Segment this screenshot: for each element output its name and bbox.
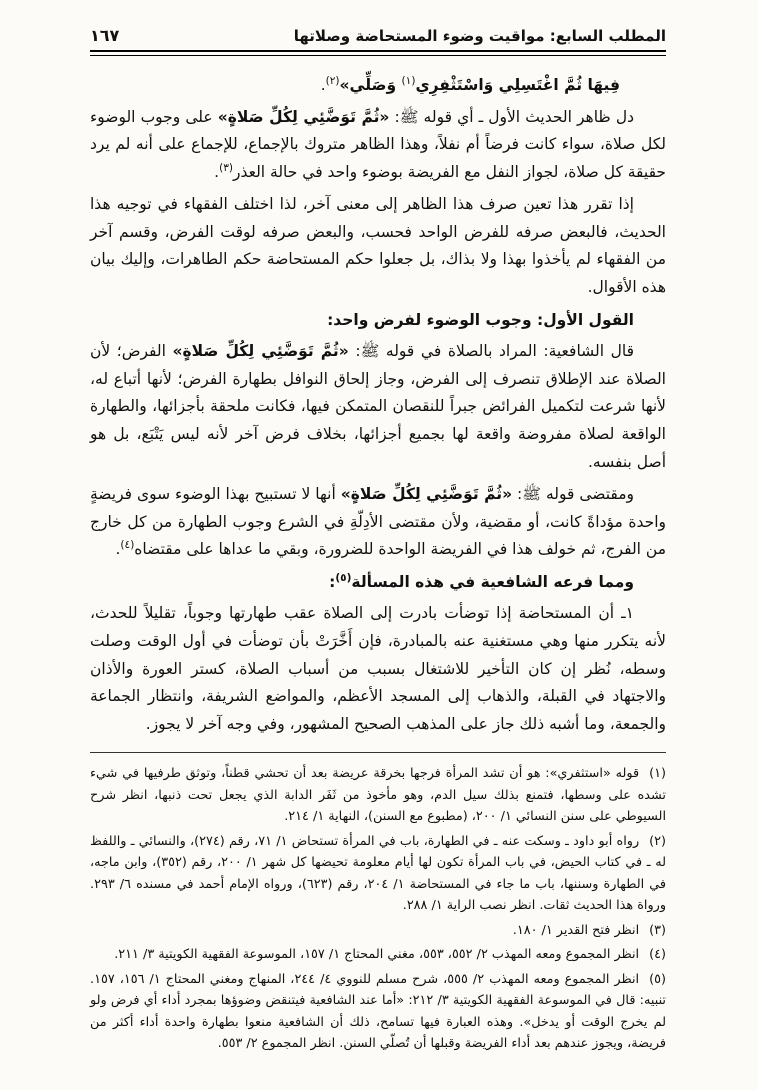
footnote [90, 969, 666, 1055]
footnote [90, 831, 666, 917]
page-number: ١٦٧ [90, 26, 120, 45]
footnote-number: (٣) [649, 922, 666, 938]
chapter-title: المطلب السابع: مواقيت وضوء المستحاضة وصلاتها [293, 27, 666, 45]
footnote-text: انظر المجموع ومعه المهذب ٢/ ٥٥٢، ٥٥٣، مغني المحتاج ١/ ١٥٧، الموسوعة الفقهية الكويتية ٣/ ٢١١. [114, 947, 640, 963]
paragraph: إذا تقرر هذا تعين صرف هذا الظاهر إلى معنى آخر، لذا اختلف الفقهاء في توجيه هذا الحديث، فالبعض صرفه للفرض الواحد فحسب، والبعض صرفه لوقت الفرض، وقسم آخر من الفقهاء لم يأخذوا بهذا ولا بذاك، بل جعلوا حكم المستحاضة حكم الطاهرات، وإليك بيان هذه الأقوال. [90, 195, 666, 297]
paragraph: دل ظاهر الحديث الأول ـ أي قوله ﷺ: «ثُمَّ تَوَضَّئِي لِكُلِّ صَلاةٍ» على وجوب الوضوء لكل صلاة، سواء كانت فرضاً أم نفلاً، وهذا الظاهر متروك بالإجماع، للإجماع على أنه لم يرد حقيقة كل صلاة، لجواز النفل مع الفريضة بوضوء واحد في حالة العذر$^{(٣)}$. [90, 107, 666, 181]
header-row [90, 26, 666, 45]
header-rule [90, 50, 666, 56]
footnote [90, 944, 666, 965]
paragraph: ١ـ أن المستحاضة إذا توضأت بادرت إلى الصلاة عقب طهارتها وجوباً، تقليلاً للحدث، لأنه يتكرر منها وهي مستغنية عنه بالمبادرة، فإن أَخَّرَتْ بأن توضأت في أول الوقت وصلت وسطه، نُظر إن كان التأخير للاشتغال بسبب من أسباب الصلاة، كستر العورة والأذان والاجتهاد في القبلة، والذهاب إلى المسجد الأعظم، والمواضع الشريفة، وانتظار الجماعة والجمعة، وما أشبه ذلك جاز على المذهب الصحيح المشهور، وفي وجه آخر لا يجوز. [90, 604, 666, 733]
section-heading-shafii-branches: ومما فرعه الشافعية في هذه المسألة$^{(٥)}$: [329, 571, 634, 591]
footnote [90, 763, 666, 827]
footnote-number: (٤) [649, 947, 666, 963]
footnote-text: رواه أبو داود ـ وسكت عنه ـ في الطهارة، باب في المرأة تستحاض ١/ ٧١، رقم (٢٧٤)، والنسائي ـ واللفظ له ـ في كتاب الحيض، في باب المرأة تكون لها أيام معلومة تحيضها كل شهر ١/ ٢٠٠، رقم (٣٥٢)، وابن ماجه، في الطهارة وسننها، باب ما جاء في المستحاضة ١/ ٢٠٤، رقم (٦٢٣)، ورواه الإمام أحمد في مسنده ٦/ ٢٩٣. ورواة هذا الحديث ثقات. انظر نصب الراية ١/ ٢٨٨. [90, 833, 667, 914]
section-heading-first-opinion: القول الأول: وجوب الوضوء لفرض واحد: [327, 310, 634, 329]
footnote-number: (١) [649, 766, 666, 782]
hadith-continuation-line: فِيهَا ثُمَّ اغْتَسِلِي وَاسْتَثْفِرِي$^{(١)}$ وَصَلِّي»$^{(٢)}$. [320, 74, 620, 94]
body-text [90, 72, 666, 738]
footnote-text: انظر فتح القدير ١/ ١٨٠. [512, 922, 640, 938]
paragraph: ومقتضى قوله ﷺ: «ثُمَّ تَوَضَّئِي لِكُلِّ صَلاةٍ» أنها لا تستبيح بهذا الوضوء سوى فريضةٍ واحدة مؤداةً كانت، أو مقضية، ولأن مقتضى الأدِلّةِ في الشرع وجوب الطهارة من كل خارج من الفرج، ثم خولف هذا في الفريضة الواحدة للضرورة، وبقي ما عداها على مقتضاه$^{(٤)}$. [90, 485, 666, 559]
footnote [90, 920, 666, 941]
footnote-separator-rule [90, 752, 666, 753]
footnote-text: قوله «استثفري»: هو أن تشد المرأة فرجها بخرقة عريضة بعد أن تحشي قطناً، وتوثق طرفيها في شيء تشده على وسطها، فتمنع بذلك سيل الدم، وهو مأخوذ من ثَفَر الدابة الذي يجعل تحت ذنبها، انظر شرح السيوطي على سنن النسائي ١/ ٢٠٠، (مطبوع مع السنن)، النهاية ١/ ٢١٤. [90, 766, 666, 825]
footnote-number: (٢) [649, 833, 666, 849]
footnote-text: انظر المجموع ومعه المهذب ٢/ ٥٥٥، شرح مسلم للنووي ٤/ ٢٤٤، المنهاج ومغني المحتاج ١/ ١٥٦، ١٥٧. تنبيه: قال في الموسوعة الفقهية الكويتية ٣/ ٢١٢: «أما عند الشافعية فيتنقض وضوؤها بمجرد أداء أي فرض ولو لم يخرج الوقت أو يدخل». وهذه العبارة فيها تسامح، ذلك أن الشافعية منعوا بطهارة واحدة أداء أكثر من فريضة، ويجوز عندهم بعد أداء الفريضة وقبلها أن تُصلّي السنن. انظر المجموع ٢/ ٥٥٣. [90, 971, 666, 1052]
footnote-number: (٥) [649, 971, 666, 987]
page-header [90, 26, 666, 56]
paragraph: قال الشافعية: المراد بالصلاة في قوله ﷺ: «ثُمَّ تَوَضَّئِي لِكُلِّ صَلاةٍ» الفرض؛ لأن الصلاة عند الإطلاق تنصرف إلى الفرض، وجاز إلحاق النوافل بطهارة الفرض؛ لأنها أتباع له، لأنها شرعت لتكميل الفرائض جبراً للنقصان المتمكن فيها، فكانت ملحقة بأجزائها، والطهارة الواقعة لصلاة مفروضة واقعة لها بجميع أجزائها، بخلاف فرض آخر لأنه ليس يَتْبَع، بل هو أصل بنفسه. [90, 342, 666, 471]
footnotes-section [90, 752, 666, 1054]
